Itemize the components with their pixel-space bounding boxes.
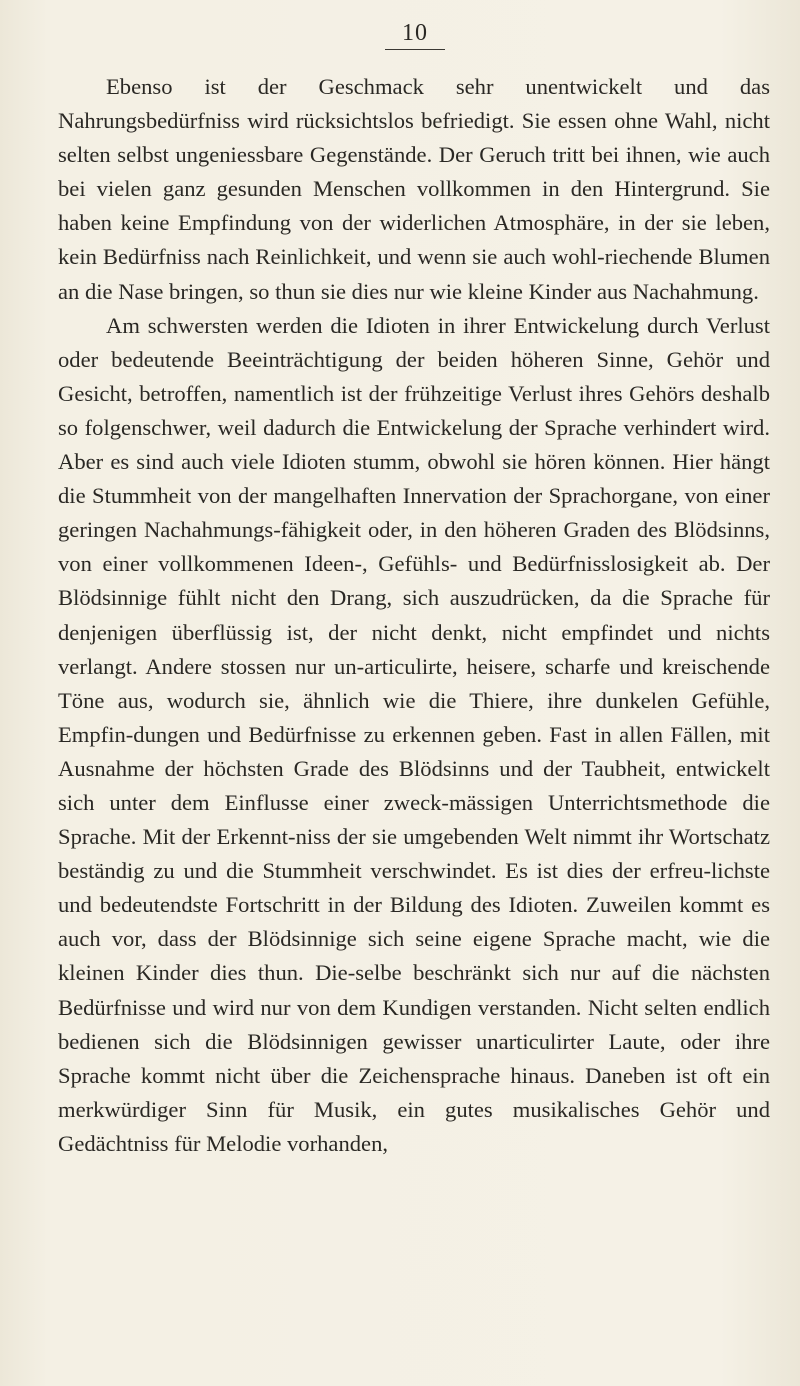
paragraph-hearing-speech: Am schwersten werden die Idioten in ihrer Entwickelung durch Verlust oder bedeutende Beeinträchtigung der beiden höheren Sinne, Gehör und Gesicht, betroffen, namentlich ist der frühzeitige Verlust ihres Gehörs deshalb so folgenschwer, weil dadurch die Entwickelung der Sprache verhindert wird. Aber es sind auch viele Idioten stumm, obwohl sie hören können. Hier hängt die Stummheit von der mangelhaften Innervation der Sprachorgane, von einer geringen Nachahmungs-fähigkeit oder, in den höheren Graden des Blödsinns, von einer vollkommenen Ideen-, Gefühls- und Bedürfnisslosigkeit ab. Der Blödsinnige fühlt nicht den Drang, sich auszudrücken, da die Sprache für denjenigen überflüssig ist, der nicht denkt, nicht empfindet und nichts verlangt. Andere stossen nur un-articulirte, heisere, scharfe und kreischende Töne aus, wodurch sie, ähnlich wie die Thiere, ihre dunkelen Gefühle, Empfin-dungen und Bedürfnisse zu erkennen geben. Fast in allen Fällen, mit Ausnahme der höchsten Grade des Blödsinns und der Taubheit, entwickelt sich unter dem Einflusse einer zweck-mässigen Unterrichtsmethode die Sprache. Mit der Erkennt-niss der sie umgebenden Welt nimmt ihr Wortschatz beständig zu und die Stummheit verschwindet. Es ist dies der erfreu-lichste und bedeutendste Fortschritt in der Bildung des Idioten. Zuweilen kommt es auch vor, dass der Blödsinnige sich seine eigene Sprache macht, wie die kleinen Kinder dies thun. Die-selbe beschränkt sich nur auf die nächsten Bedürfnisse und wird nur von dem Kundigen verstanden. Nicht selten endlich bedienen sich die Blödsinnigen gewisser unarticulirter Laute, oder ihre Sprache kommt nicht über die Zeichensprache hinaus. Daneben ist oft ein merkwürdiger Sinn für Musik, ein gutes musikalisches Gehör und Gedächtniss für Melodie vorhanden,	[58, 312, 770, 1156]
paragraph-taste-smell: Ebenso ist der Geschmack sehr unentwickelt und das Nahrungsbedürfniss wird rücksichtslos befriedigt. Sie essen ohne Wahl, nicht selten selbst ungeniessbare Gegenstände. Der Geruch tritt bei ihnen, wie auch bei vielen ganz gesunden Menschen vollkommen in den Hintergrund. Sie haben keine Empfindung von der widerlichen Atmosphäre, in der sie leben, kein Bedürfniss nach Reinlichkeit, und wenn sie auch wohl-riechende Blumen an die Nase bringen, so thun sie dies nur wie kleine Kinder aus Nachahmung.	[58, 74, 770, 304]
body-text	[58, 70, 770, 1161]
page-number: 10	[385, 20, 445, 50]
